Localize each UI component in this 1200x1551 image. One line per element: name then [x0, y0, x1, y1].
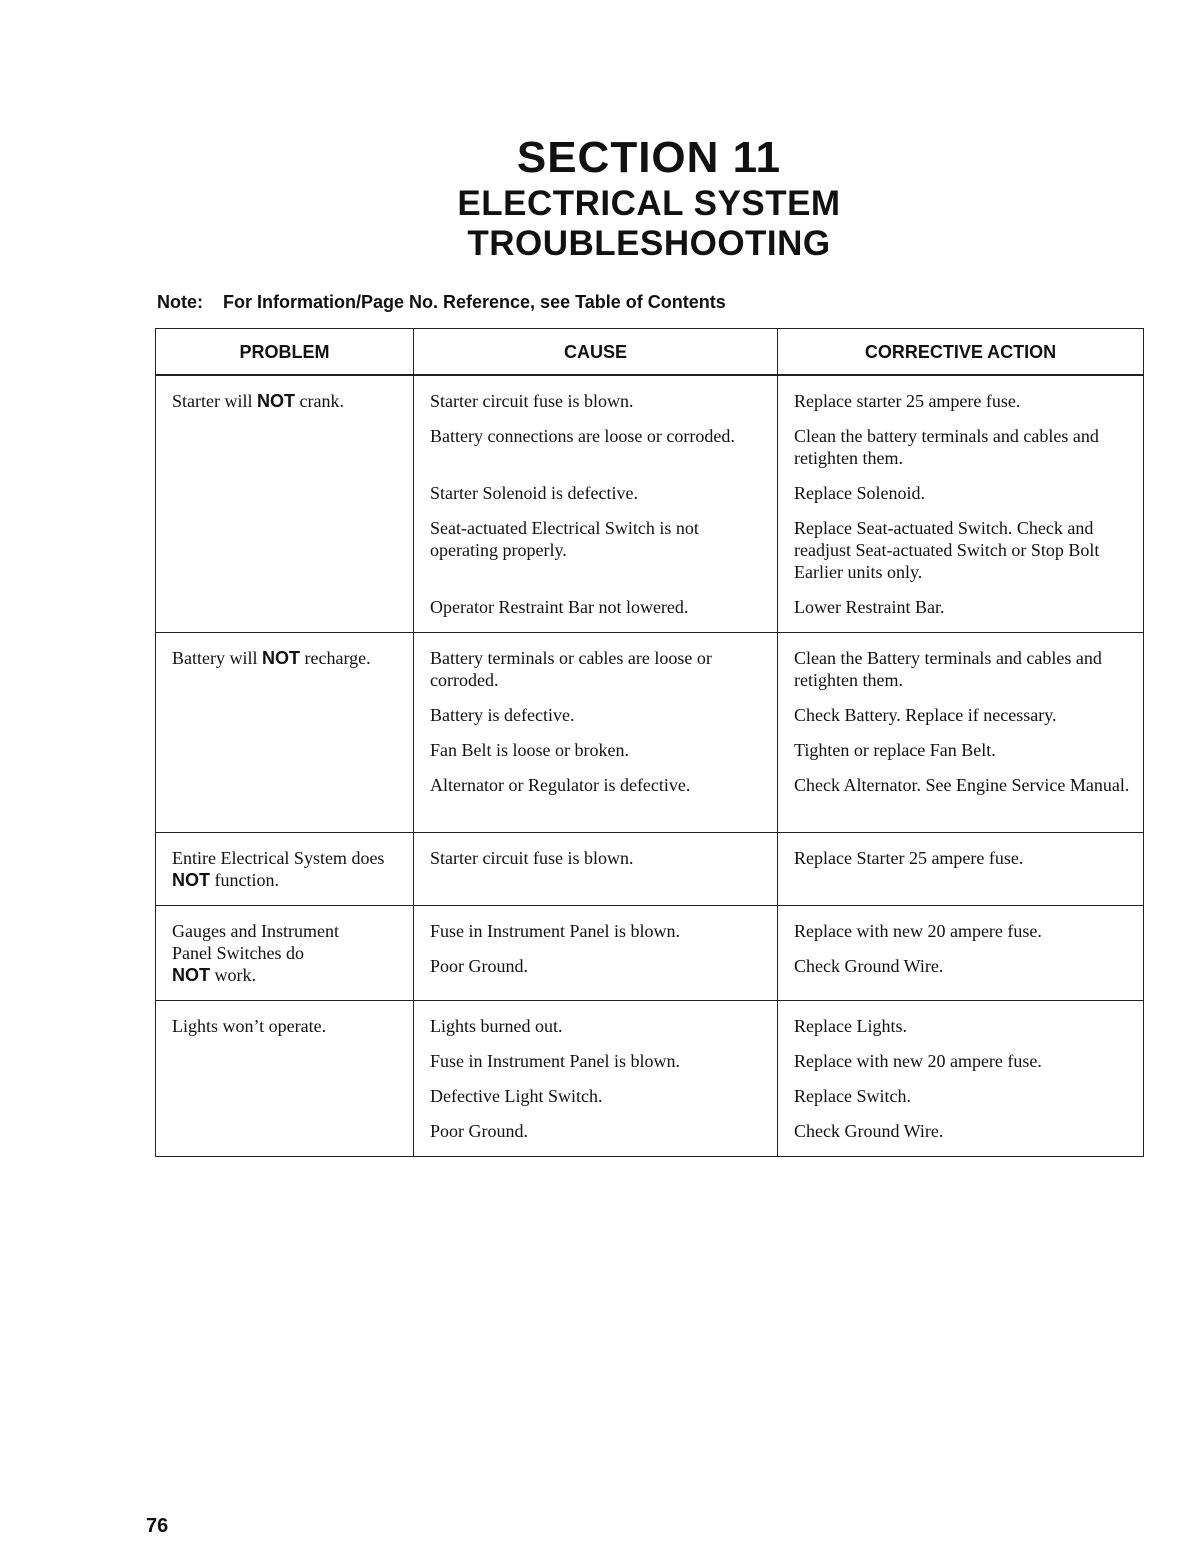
action-item: Replace Lights.	[794, 1016, 907, 1036]
action-item: Check Ground Wire.	[794, 1121, 944, 1141]
troubleshooting-table	[155, 328, 1144, 1157]
cause-item: Seat-actuated Electrical Switch is not operating properly.	[430, 518, 699, 560]
action-item: Replace Solenoid.	[794, 483, 925, 503]
cause-item: Battery connections are loose or corroded.	[430, 426, 735, 446]
cause-item: Fan Belt is loose or broken.	[430, 740, 629, 760]
page-number: 76	[146, 1515, 169, 1537]
cause-item: Fuse in Instrument Panel is blown.	[430, 921, 680, 941]
title-line-2: TROUBLESHOOTING	[467, 224, 831, 263]
action-item: Clean the battery terminals and cables and retighten them.	[794, 426, 1099, 468]
cause-item: Poor Ground.	[430, 956, 528, 976]
problem-cell: Battery will NOT recharge.	[156, 633, 414, 833]
action-cell	[778, 633, 1144, 833]
cause-item: Battery is defective.	[430, 705, 575, 725]
action-cell	[778, 375, 1144, 633]
section-number: SECTION 11	[516, 133, 782, 182]
action-item: Check Ground Wire.	[794, 956, 944, 976]
problem-cell: Entire Electrical System does NOT function.	[156, 833, 414, 906]
cause-cell	[414, 1001, 778, 1157]
cause-item: Starter circuit fuse is blown.	[430, 848, 634, 868]
page-header	[0, 132, 1200, 264]
cause-item: Alternator or Regulator is defective.	[430, 775, 691, 795]
column-header-cause: CAUSE	[414, 329, 778, 376]
table-row	[156, 1001, 1144, 1157]
action-item: Check Battery. Replace if necessary.	[794, 705, 1057, 725]
emphasis-not: NOT	[261, 648, 300, 668]
cause-item: Operator Restraint Bar not lowered.	[430, 597, 689, 617]
cause-item: Starter circuit fuse is blown.	[430, 391, 634, 411]
problem-cell: Lights won’t operate.	[156, 1001, 414, 1157]
table-row	[156, 906, 1144, 1001]
cause-item: Battery terminals or cables are loose or corroded.	[430, 648, 712, 690]
cause-item: Starter Solenoid is defective.	[430, 483, 638, 503]
action-cell	[778, 906, 1144, 1001]
action-cell	[778, 1001, 1144, 1157]
action-item: Clean the Battery terminals and cables and retighten them.	[794, 648, 1102, 690]
action-item: Replace Seat-actuated Switch. Check and readjust Seat-actuated Switch or Stop Bolt Earlier units only.	[794, 518, 1100, 582]
emphasis-not: NOT	[172, 870, 210, 890]
action-cell	[778, 833, 1144, 906]
action-item: Replace starter 25 ampere fuse.	[794, 391, 1021, 411]
cause-cell	[414, 833, 778, 906]
cause-item: Poor Ground.	[430, 1121, 528, 1141]
cause-cell	[414, 906, 778, 1001]
title-line-1: ELECTRICAL SYSTEM	[457, 184, 841, 223]
cause-cell	[414, 375, 778, 633]
table-row	[156, 375, 1144, 633]
action-item: Replace with new 20 ampere fuse.	[794, 921, 1042, 941]
table-row	[156, 833, 1144, 906]
note-label: Note:	[157, 292, 203, 312]
emphasis-not: NOT	[256, 391, 295, 411]
action-item: Check Alternator. See Engine Service Manual.	[794, 775, 1130, 795]
problem-cell: Gauges and Instrument Panel Switches do NOT work.	[156, 906, 414, 1001]
cause-cell	[414, 633, 778, 833]
emphasis-not: NOT	[172, 965, 210, 985]
cause-item: Lights burned out.	[430, 1016, 563, 1036]
table-row	[156, 633, 1144, 833]
column-header-problem: PROBLEM	[156, 329, 414, 376]
column-header-corrective-action: CORRECTIVE ACTION	[778, 329, 1144, 376]
action-item: Replace with new 20 ampere fuse.	[794, 1051, 1042, 1071]
reference-note	[157, 292, 726, 313]
action-item: Lower Restraint Bar.	[794, 597, 945, 617]
cause-item: Fuse in Instrument Panel is blown.	[430, 1051, 680, 1071]
table-header-row	[156, 329, 1144, 376]
action-item: Tighten or replace Fan Belt.	[794, 740, 996, 760]
action-item: Replace Switch.	[794, 1086, 911, 1106]
cause-item: Defective Light Switch.	[430, 1086, 603, 1106]
action-item: Replace Starter 25 ampere fuse.	[794, 848, 1024, 868]
note-text: For Information/Page No. Reference, see Table of Contents	[223, 292, 726, 312]
problem-cell: Starter will NOT crank.	[156, 375, 414, 633]
